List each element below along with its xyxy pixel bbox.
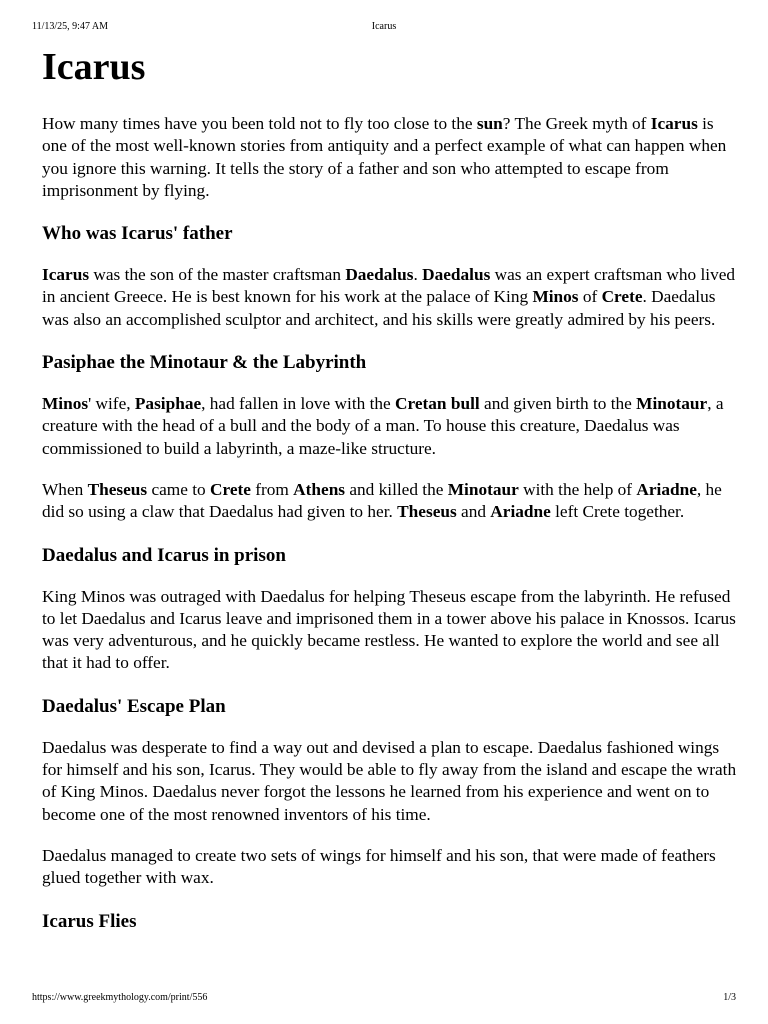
escape-plan-paragraph: Daedalus was desperate to find a way out and devised a plan to escape. Daedalus fashioned wings for himself and his son, Icarus. They would be able to fly away from the island and escape the wrath of King Minos. Daedalus never forgot the lessons he learned from his experience and went on to become one of the most renowned inventors of his time. xyxy=(42,737,737,824)
print-url: https://www.greekmythology.com/print/556 xyxy=(32,992,208,1003)
page-number: 1/3 xyxy=(723,992,736,1003)
section-heading-escape-plan: Daedalus' Escape Plan xyxy=(42,695,226,717)
print-date: 11/13/25, 9:47 AM xyxy=(32,21,109,32)
section-heading-minotaur: Pasiphae the Minotaur & the Labyrinth xyxy=(42,352,367,374)
article xyxy=(42,44,742,934)
article-title: Icarus xyxy=(42,46,146,88)
section-heading-icarus-flies: Icarus Flies xyxy=(42,910,137,932)
minotaur-paragraph: Minos' wife, Pasiphae, had fallen in love with the Cretan bull and given birth to the Minotaur, a creature with the head of a bull and the body of a man. To house this creature, Daedalus was commissioned to build a labyrinth, a maze-like structure. xyxy=(42,394,724,458)
theseus-paragraph: When Theseus came to Crete from Athens and killed the Minotaur with the help of Ariadne, he did so using a claw that Daedalus had given to her. Theseus and Ariadne left Crete together. xyxy=(42,479,722,522)
section-heading-prison: Daedalus and Icarus in prison xyxy=(42,544,286,566)
father-paragraph: Icarus was the son of the master craftsman Daedalus. Daedalus was an expert craftsman who lived in ancient Greece. He is best known for his work at the palace of King Minos of Crete. Daedalus was also an accomplished sculptor and architect, and his skills were greatly admired by his peers. xyxy=(42,265,736,329)
intro-paragraph: How many times have you been told not to fly too close to the sun? The Greek myth of Icarus is one of the most well-known stories from antiquity and a perfect example of what can happen when you ignore this warning. It tells the story of a father and son who attempted to escape from imprisonment by flying. xyxy=(42,114,727,200)
prison-paragraph: King Minos was outraged with Daedalus for helping Theseus escape from the labyrinth. He refused to let Daedalus and Icarus leave and imprisoned them in a tower above his palace in Knossos. Icarus was very adventurous, and he quickly became restless. He wanted to explore the world and see all that it had to offer. xyxy=(42,586,736,673)
print-doc-title: Icarus xyxy=(371,21,397,32)
wings-paragraph: Daedalus managed to create two sets of wings for himself and his son, that were made of feathers glued together with wax. xyxy=(42,845,716,888)
section-heading-father: Who was Icarus' father xyxy=(42,223,233,245)
